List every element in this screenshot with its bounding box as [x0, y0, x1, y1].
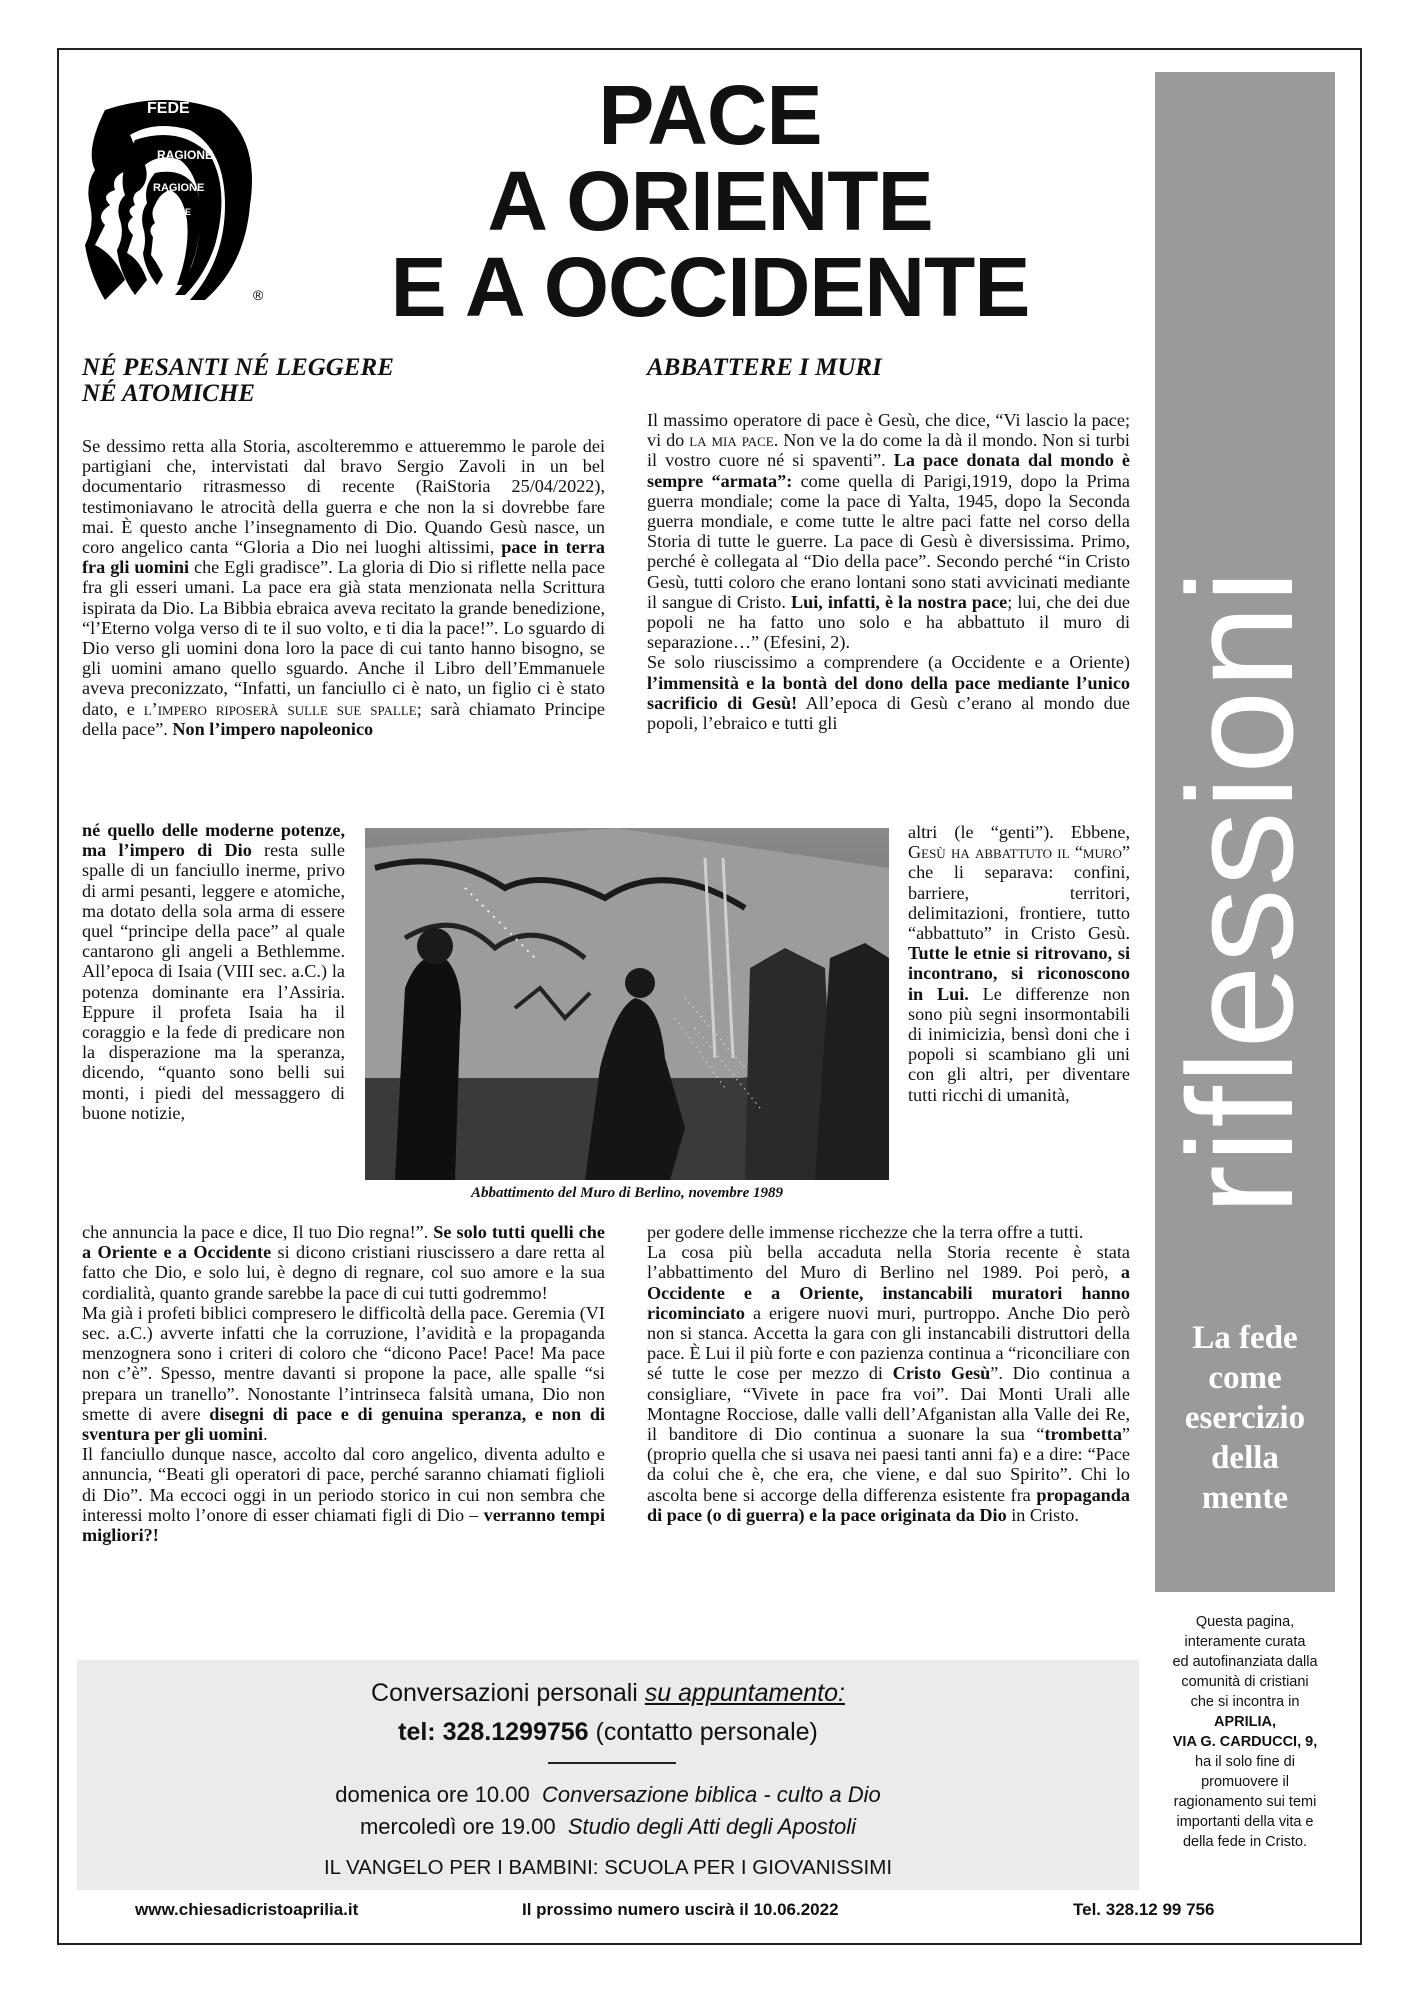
fede-ragione-logo [85, 95, 275, 305]
paragraph: Se solo riuscissimo a comprendere (a Occidente e a Oriente) l’immensità e la bontà del dono della pace mediante l’unico sacrificio di Gesù! All’epoca di Gesù c’erano al mondo due popoli, l’ebraico e tutti gli [647, 652, 1130, 734]
motto-line: della [1211, 1440, 1279, 1476]
motto-line: esercizio [1184, 1400, 1306, 1436]
motto-line: come [1208, 1360, 1282, 1396]
registered-mark: ® [253, 287, 264, 303]
note-line: ed autofinanziata dalla [1172, 1654, 1318, 1670]
sidebar-motto [1155, 1318, 1335, 1518]
note-line: promuovere il [1201, 1774, 1289, 1790]
note-line: che si incontra in [1190, 1694, 1300, 1710]
note-line: importanti della vita e [1176, 1814, 1314, 1830]
note-line: ha il solo fine di [1195, 1754, 1295, 1770]
paragraph: altri (le “genti”). Ebbene, Gesù ha abbattuto il “muro” che li separava: confini, barriere, territori, delimitazioni, frontiere, tutto “abbattuto” in Cristo Gesù. Tutte le etnie si ritrovano, si incontrano, si riconoscono in Lui. Le differenze non sono più segni insormontabili di inimicizia, bensì doni che i popoli si scambiano gli uni con gli altri, per diventare tutti ricchi di umanità, [908, 822, 1131, 1105]
schedule-sunday: domenica ore 10.00 Conversazione biblica - culto a Dio [335, 1782, 881, 1807]
note-line: della fede in Cristo. [1182, 1834, 1308, 1850]
divider [548, 1762, 676, 1764]
logo-word-fede-2: FEDE [167, 207, 192, 217]
motto-line: mente [1201, 1480, 1289, 1516]
paragraph: né quello delle moderne potenze, ma l’impero di Dio resta sulle spalle di un fanciullo inerme, privo di armi pesanti, leggere e atomiche, ma dotato della sola arma di essere quel “principe della pace” al quale cantarono gli angeli a Bethlemme. All’epoca di Isaia (VIII sec. a.C.) la potenza dominante era l’Assiria. Eppure il profeta Isaia ha il coraggio e la fede di predicare non la disperazione ma la speranza, dicendo, “quanto sono belli sui monti, i piedi del messaggero di buone notizie, [82, 820, 345, 1123]
right-article-heading: ABBATTERE I MURI [647, 354, 882, 381]
left-article-body-bottom [82, 1222, 605, 1545]
note-line: interamente curata [1184, 1634, 1306, 1650]
phone-number[interactable]: tel: 328.1299756 [398, 1718, 589, 1746]
paragraph: che annuncia la pace e dice, Il tuo Dio regna!”. Se solo tutti quelli che a Oriente e a Occidente si dicono cristiani riuscissero a dare retta al fatto che Dio, e solo lui, è degno di regnare, col suo amore e la sua cordialità, quanto grande sarebbe la pace di cui tutti godremmo! [82, 1222, 605, 1303]
right-article-wrap-column [908, 822, 1130, 1105]
right-article-body-top [647, 410, 1130, 733]
logo-word-ragione: RAGIONE [157, 148, 214, 162]
left-article-wrap-column [82, 820, 345, 1123]
schedule-wednesday: mercoledì ore 19.00 Studio degli Atti degli Apostoli [359, 1814, 857, 1839]
berlin-wall-photo [365, 828, 889, 1180]
note-address: VIA G. CARDUCCI, 9, [1172, 1734, 1318, 1750]
phone-line: tel: 328.1299756 (contatto personale) [398, 1718, 818, 1746]
note-line: ragionamento sui temi [1173, 1794, 1317, 1810]
paragraph: Ma già i profeti biblici compresero le difficoltà della pace. Geremia (VI sec. a.C.) avverte infatti che la corruzione, l’avidità e la propaganda menzognera sono i criteri di coloro che “dicono Pace! Pace! Ma pace non c’è”. Spesso, mentre davanti si propone la pace, alle spalle “si prepara un tranello”. Nonostante l’intrinseca falsità umana, Dio non smette di avere disegni di pace e di genuina speranza, e non di sventura per gli uomini. [82, 1302, 606, 1445]
sidebar-vertical-title: riflessioni [1156, 567, 1324, 1215]
footer-phone[interactable]: Tel. 328.12 99 756 [1073, 1900, 1215, 1919]
footer-website[interactable]: www.chiesadicristoaprilia.it [135, 1900, 359, 1919]
paragraph: Il massimo operatore di pace è Gesù, che dice, “Vi lascio la pace; vi do la mia pace. Non ve la do come la dà il mondo. Non si turbi il vostro cuore né si spaventi”. La pace donata dal mondo è sempre “armata”: come quella di Parigi,1919, dopo la Prima guerra mondiale; come la pace di Yalta, 1945, dopo la Seconda guerra mondiale, e come tutte le altre paci fatte nel corso della Storia di tutte le guerre. La pace di Gesù è diversissima. Primo, perché è collegata al “Dio della pace”. Secondo perché “in Cristo Gesù, tutti coloro che erano lontani sono stati avvicinati mediante il sangue di Cristo. Lui, infatti, è la nostra pace; lui, che dei due popoli ne ha fatto uno solo e ha abbattuto il muro di separazione…” (Efesini, 2). [647, 410, 1130, 653]
left-heading-line-1: NÉ PESANTI NÉ LEGGERE [82, 354, 394, 381]
title-line-1: PACE [598, 68, 822, 162]
page-title [320, 68, 1100, 334]
title-line-2: A ORIENTE [487, 154, 933, 248]
sidebar-note [1150, 1612, 1340, 1852]
paragraph: per godere delle immense ricchezze che la terra offre a tutti. [647, 1222, 1084, 1242]
note-place: APRILIA, [1213, 1714, 1277, 1730]
logo-word-ragione-2: RAGIONE [153, 182, 205, 194]
left-article-body-top [82, 436, 605, 739]
appointment-line: Conversazioni personali su appuntamento: [371, 1679, 845, 1707]
note-line: comunità di cristiani [1181, 1674, 1309, 1690]
paragraph: Se dessimo retta alla Storia, ascolteremmo e attueremmo le parole dei partigiani che, intervistati dal bravo Sergio Zavoli in un bel documentario ritrasmesso di recente (RaiStoria 25/04/2022), testimoniavano le atrocità della guerra e che non la si dovrebbe fare mai. È questo anche l’insegnamento di Dio. Quando Gesù nasce, un coro angelico canta “Gloria a Dio nei luoghi altissimi, pace in terra fra gli uomini che Egli gradisce”. La gloria di Dio si riflette nella pace fra gli esseri umani. La pace era già stata menzionata nella Scrittura ispirata da Dio. La Bibbia ebraica aveva recitato la grande benedizione, “l’Eterno volga verso di te il suo volto, e ti dia la pace!”. Lo sguardo di Dio verso gli uomini dona loro la pace di cui tanto hanno bisogno, se gli uomini amano quello sguardo. Anche il Libro dell’Emmanuele aveva preconizzato, “Infatti, un fanciullo ci è nato, un figlio ci è stato dato, e l’impero riposerà sulle sue spalle; sarà chiamato Principe della pace”. Non l’impero napoleonico [82, 436, 605, 739]
title-line-3: E A OCCIDENTE [390, 240, 1030, 334]
kids-school: IL VANGELO PER I BAMBINI: SCUOLA PER I GIOVANISSIMI [323, 1856, 893, 1879]
photo-caption: Abbattimento del Muro di Berlino, novembre 1989 [470, 1185, 784, 1201]
left-article-heading [82, 355, 602, 407]
paragraph: La cosa più bella accaduta nella Storia recente è stata l’abbattimento del Muro di Berlino nel 1989. Poi però, a Occidente e a Oriente, instancabili muratori hanno ricominciato a erigere nuovi muri, purtroppo. Anche Dio però non si stanca. Accetta la gara con gli instancabili distruttori della pace. È Lui il più forte e con pazienza continua a “riconciliare con sé tutte le cose per mezzo di Cristo Gesù”. Dio continua a consigliare, “Vivete in pace fra voi”. Dai Monti Urali alle Montagne Rocciose, dalle valli dell’Afganistan alla Valle dei Re, il banditore di Dio continua a suonare la sua “trombetta” (proprio quella che si usava nei paesi tanti anni fa) e a dire: “Pace da colui che è, che era, che viene, e dal suo Spirito”. Chi lo ascolta bene si accorge della differenza esistente fra propaganda di pace (o di guerra) e la pace originata da Dio in Cristo. [647, 1242, 1130, 1525]
right-article-body-bottom [647, 1222, 1130, 1525]
logo-word-fede: FEDE [147, 100, 190, 117]
appointment-link[interactable]: su appuntamento: [644, 1679, 845, 1707]
motto-line: La fede [1192, 1320, 1298, 1356]
paragraph: Il fanciullo dunque nasce, accolto dal coro angelico, diventa adulto e annuncia, “Beati gli operatori di pace, perché saranno chiamati figlioli di Dio”. Ma eccoci oggi in un periodo storico in cui non sembra che interessi molto l’onore di esser chiamati figli di Dio – verranno tempi migliori?! [82, 1444, 605, 1546]
footer-next-issue: Il prossimo numero uscirà il 10.06.2022 [522, 1900, 839, 1919]
note-line: Questa pagina, [1195, 1614, 1295, 1630]
left-heading-line-2: NÉ ATOMICHE [82, 380, 255, 407]
